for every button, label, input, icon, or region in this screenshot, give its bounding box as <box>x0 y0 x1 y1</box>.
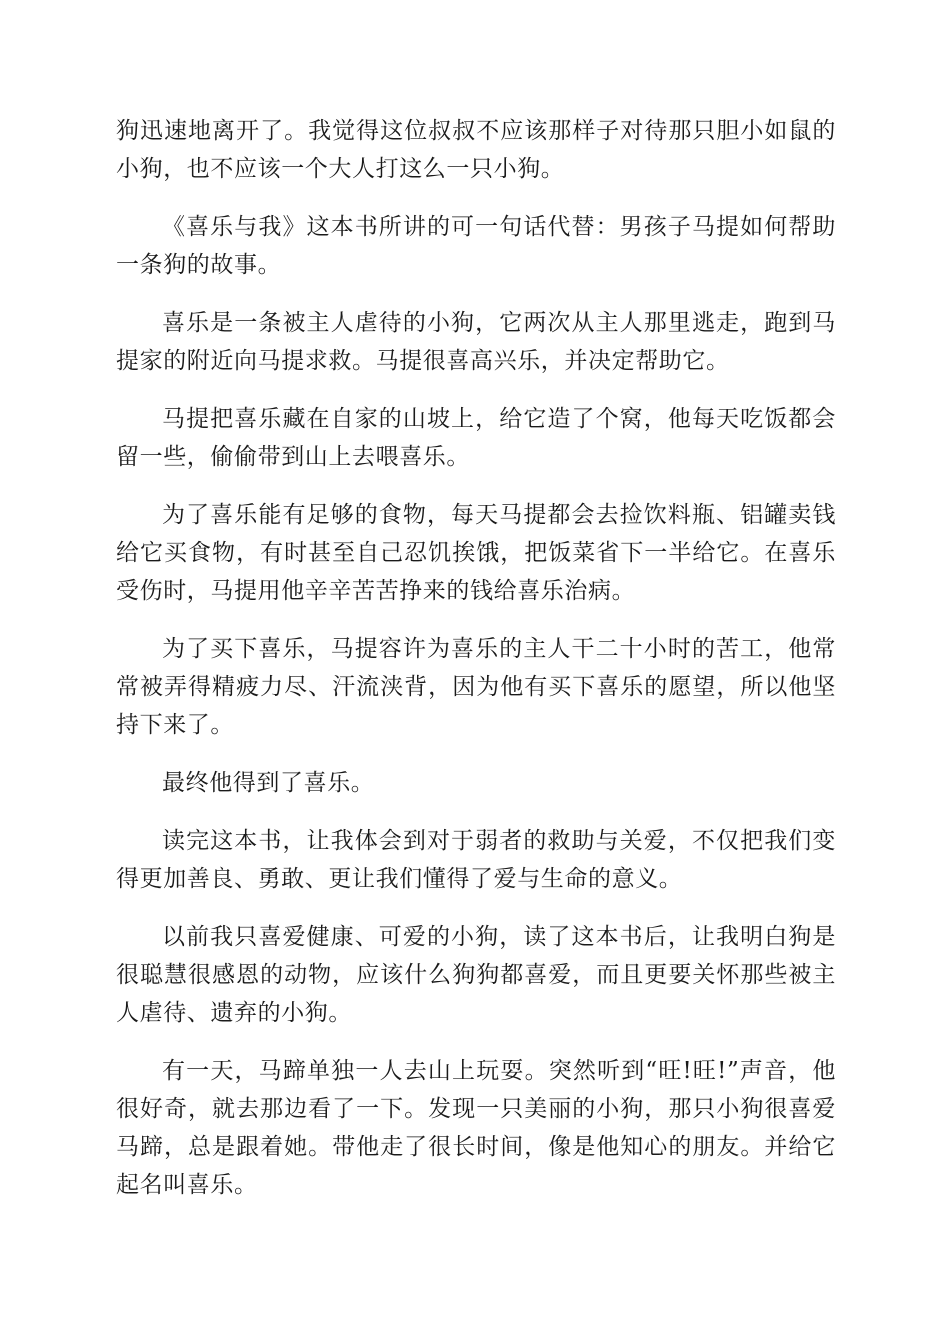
document-body <box>116 112 836 1224</box>
paragraph-4: 马提把喜乐藏在自家的山坡上，给它造了个窝，他每天吃饭都会留一些，偷偷带到山上去喂喜乐。 <box>116 406 836 470</box>
paragraph-2: 《喜乐与我》这本书所讲的可一句话代替：男孩子马提如何帮助一条狗的故事。 <box>116 214 836 278</box>
paragraph-3: 喜乐是一条被主人虐待的小狗，它两次从主人那里逃走，跑到马提家的附近向马提求救。马提很喜高兴乐，并决定帮助它。 <box>116 310 836 374</box>
paragraph-6: 为了买下喜乐，马提容许为喜乐的主人干二十小时的苦工，他常常被弄得精疲力尽、汗流浃背，因为他有买下喜乐的愿望，所以他坚持下来了。 <box>116 636 836 738</box>
paragraph-5: 为了喜乐能有足够的食物，每天马提都会去捡饮料瓶、铝罐卖钱给它买食物，有时甚至自己忍饥挨饿，把饭菜省下一半给它。在喜乐受伤时，马提用他辛辛苦苦挣来的钱给喜乐治病。 <box>116 502 836 604</box>
paragraph-8: 读完这本书，让我体会到对于弱者的救助与关爱，不仅把我们变得更加善良、勇敢、更让我们懂得了爱与生命的意义。 <box>116 828 836 892</box>
paragraph-7: 最终他得到了喜乐。 <box>162 770 375 796</box>
paragraph-9: 以前我只喜爱健康、可爱的小狗，读了这本书后，让我明白狗是很聪慧很感恩的动物，应该什么狗狗都喜爱，而且更要关怀那些被主人虐待、遗弃的小狗。 <box>116 924 836 1026</box>
paragraph-10: 有一天，马蹄单独一人去山上玩耍。突然听到“旺!旺!”声音，他很好奇，就去那边看了一下。发现一只美丽的小狗，那只小狗很喜爱马蹄，总是跟着她。带他走了很长时间，像是他知心的朋友。并给它起名叫喜乐。 <box>116 1058 836 1198</box>
paragraph-1: 狗迅速地离开了。我觉得这位叔叔不应该那样子对待那只胆小如鼠的小狗，也不应该一个大人打这么一只小狗。 <box>116 118 836 182</box>
